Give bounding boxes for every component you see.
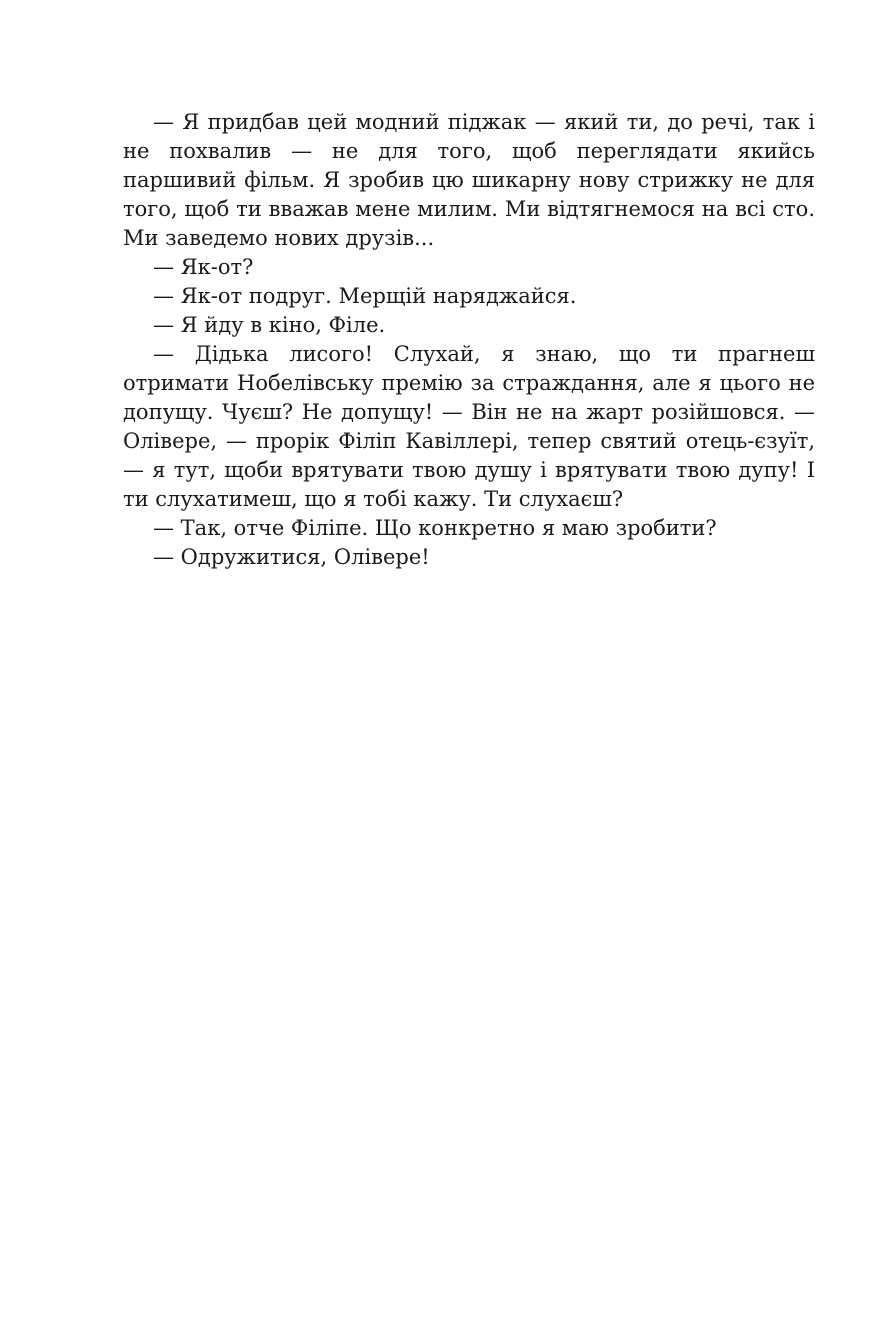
paragraph-1: — Я придбав цей модний піджак — який ти, до речі, так і не похвалив — не для того, щоб переглядати якийсь паршивий фільм. Я зробив цю шикарну нову стрижку не для того, щоб ти вважав мене милим. Ми відтягнемося на всі сто. Ми заведемо нових друзів... <box>123 110 815 250</box>
paragraph-5: — Дідька лисого! Слухай, я знаю, що ти прагнеш отримати Нобелівську премію за страждання, але я цього не допущу. Чуєш? Не допущу! — Він не на жарт розійшовся. — Олівере, — прорік Філіп Кавіллері, тепер святий отець-єзуїт, — я тут, щоби врятувати твою душу і врятувати твою дупу! І ти слухатимеш, що я тобі кажу. Ти слухаєш? <box>123 342 815 511</box>
page-text <box>123 108 815 572</box>
paragraph-7: — Одружитися, Олівере! <box>153 545 430 569</box>
paragraph-2: — Як-от? <box>153 255 254 279</box>
paragraph-6: — Так, отче Філіпе. Що конкретно я маю зробити? <box>153 516 717 540</box>
paragraph-3: — Як-от подруг. Мерщій наряджайся. <box>153 284 577 308</box>
paragraph-4: — Я йду в кіно, Філе. <box>153 313 386 337</box>
